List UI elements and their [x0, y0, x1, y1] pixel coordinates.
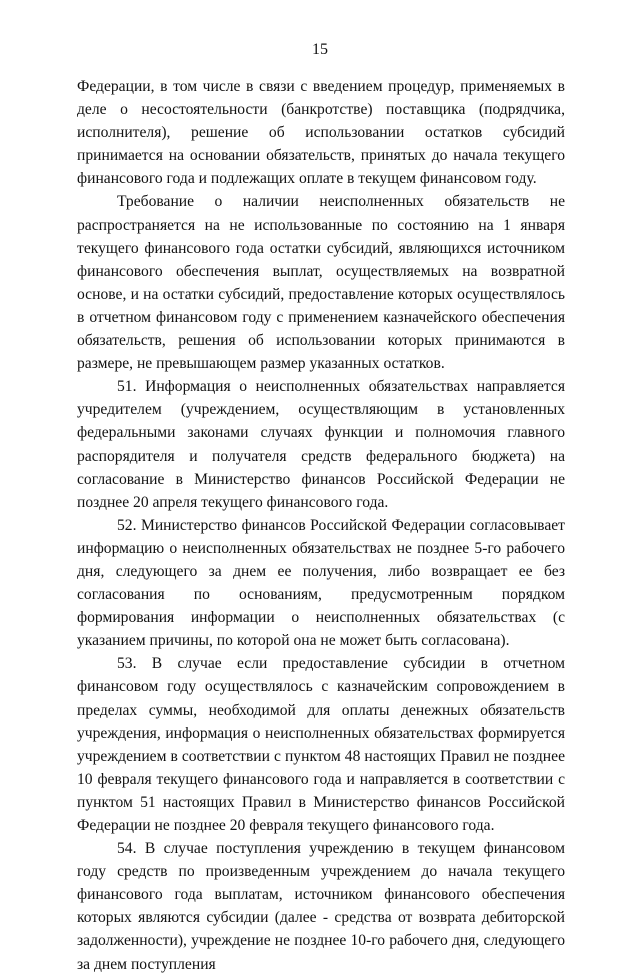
document-body — [77, 75, 565, 976]
paragraph-requirement: Требование о наличии неисполненных обязательств не распространяется на не использованные по состоянию на 1 января текущего финансового года остатки субсидий, являющихся источником финансового обеспечения выплат, осуществляемых на возвратной основе, и на остатки субсидий, предоставление которых осуществлялось в отчетном финансовом году с применением казначейского обеспечения обязательств, решения об использовании которых принимаются в размере, не превышающем размер указанных остатков. — [77, 193, 565, 373]
paragraph-52: 52. Министерство финансов Российской Федерации согласовывает информацию о неисполненных обязательствах не позднее 5-го рабочего дня, следующего за днем ее получения, либо возвращает ее без согласования по основаниям, предусмотренным порядком формирования информации о неисполненных обязательствах (с указанием причины, по которой она не может быть согласована). — [77, 516, 565, 650]
paragraph-continuation: Федерации, в том числе в связи с введением процедур, применяемых в деле о несостоятельности (банкротстве) поставщика (подрядчика, исполнителя), решение об использовании остатков субсидий принимается на основании обязательств, принятых до начала текущего финансового года и подлежащих оплате в текущем финансовом году. — [77, 78, 565, 188]
paragraph-54: 54. В случае поступления учреждению в текущем финансовом году средств по произведенным учреждением до начала текущего финансового года выплатам, источником финансового обеспечения которых являются субсидии (далее - средства от возврата дебиторской задолженности), учреждение не позднее 10-го рабочего дня, следующего за днем поступления — [77, 840, 565, 973]
paragraph-51: 51. Информация о неисполненных обязательствах направляется учредителем (учреждением, осуществляющим в установленных федеральными законами случаях функции и полномочия главного распорядителя и получателя средств федерального бюджета) на согласование в Министерство финансов Российской Федерации не позднее 20 апреля текущего финансового года. — [77, 378, 565, 511]
page-number: 15 — [312, 41, 328, 58]
paragraph-53: 53. В случае если предоставление субсидии в отчетном финансовом году осуществлялось с казначейским сопровождением в пределах суммы, необходимой для оплаты денежных обязательств учреждения, информация о неисполненных обязательствах формируется учреждением в соответствии с пунктом 48 настоящих Правил не позднее 10 февраля текущего финансового года и направляется в соответствии с пунктом 51 настоящих Правил в Министерство финансов Российской Федерации не позднее 20 февраля текущего финансового года. — [77, 655, 565, 834]
